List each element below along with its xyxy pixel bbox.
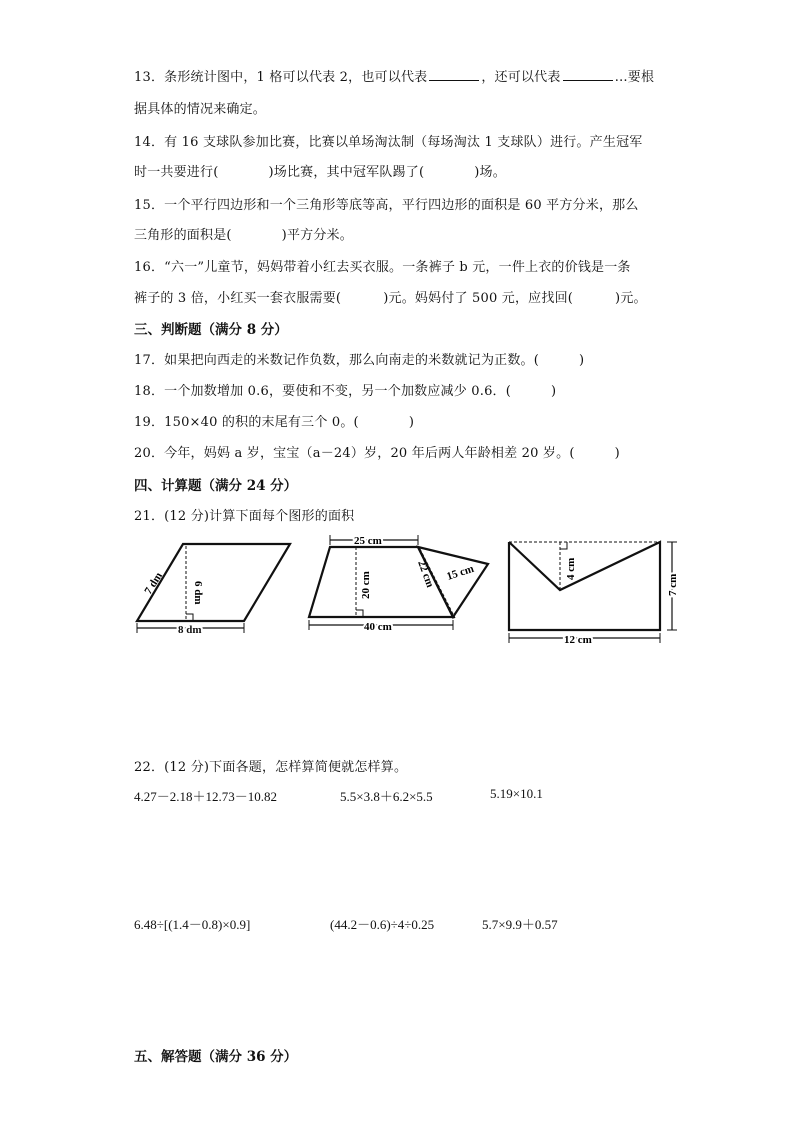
q22-expr-5: (44.2－0.6)÷4÷0.25 <box>330 917 435 932</box>
q18: 18．一个加数增加 0.6，要使和不变，另一个加数应减少 0.6．( ) <box>134 384 557 399</box>
q15-line2: 三角形的面积是( )平方分米。 <box>134 228 353 243</box>
q13-line1: 13．条形统计图中，1 格可以代表 2，也可以代表 ，还可以代表 …要根 <box>134 70 655 85</box>
q21-figure-rectangle <box>504 530 694 648</box>
trapezoid-top-label: 25 cm <box>354 535 382 547</box>
section3-heading: 三、判断题（满分 8 分） <box>134 322 288 338</box>
trapezoid-height-label: 20 cm <box>360 571 372 599</box>
q22-expr-6: 5.7×9.9＋0.57 <box>482 917 558 932</box>
section4-heading: 四、计算题（满分 24 分） <box>134 478 298 494</box>
rectangle-shape <box>509 542 660 630</box>
parallelogram-height-label: 6 dm <box>192 581 204 605</box>
q22-expr-2: 5.5×3.8＋6.2×5.5 <box>340 789 433 804</box>
parallelogram-base-label: 8 dm <box>178 624 202 636</box>
q21-figure-parallelogram <box>128 533 296 637</box>
trapezoid-bottom-label: 40 cm <box>364 621 392 633</box>
section5-heading: 五、解答题（满分 36 分） <box>134 1049 298 1065</box>
triangle-other-side-label: 15 cm <box>445 562 476 583</box>
rectangle-height-label: 7 cm <box>667 573 679 596</box>
right-angle-mark <box>560 542 567 549</box>
rectangle-width-label: 12 cm <box>564 634 592 646</box>
parallelogram-side-label: 7 dm <box>142 570 166 597</box>
q19: 19．150×40 的积的末尾有三个 0。( ) <box>134 415 415 430</box>
q16-line2: 裤子的 3 倍，小红买一套衣服需要( )元。妈妈付了 500 元，应找回( )元。 <box>134 291 647 306</box>
q13-line2: 据具体的情况来确定。 <box>134 102 267 117</box>
q22-expr-4: 6.48÷[(1.4－0.8)×0.9] <box>134 917 251 932</box>
q22-expr-3: 5.19×10.1 <box>490 786 543 801</box>
q16-line1: 16．“六一”儿童节，妈妈带着小红去买衣服。一条裤子 b 元，一件上衣的价钱是一条 <box>134 260 631 275</box>
q14-line2: 时一共要进行( )场比赛，其中冠军队踢了( )场。 <box>134 165 506 180</box>
q21-figure-trapezoid <box>300 530 496 636</box>
q21-title: 21．(12 分)计算下面每个图形的面积 <box>134 509 355 524</box>
q17: 17．如果把向西走的米数记作负数，那么向南走的米数就记为正数。( ) <box>134 353 585 368</box>
q22-title: 22．(12 分)下面各题，怎样算简便就怎样算。 <box>134 760 408 775</box>
triangle-side-label: 22 cm <box>415 558 436 590</box>
q13-blank-1[interactable] <box>429 68 479 81</box>
q22-expr-1: 4.27－2.18＋12.73－10.82 <box>134 789 278 804</box>
q20: 20．今年，妈妈 a 岁，宝宝（a－24）岁，20 年后两人年龄相差 20 岁。( ) <box>134 446 620 461</box>
v-depth-label: 4 cm <box>565 557 577 580</box>
q15-line1: 15．一个平行四边形和一个三角形等底等高，平行四边形的面积是 60 平方分米，那么 <box>134 198 639 213</box>
q13-blank-2[interactable] <box>563 68 613 81</box>
q14-line1: 14．有 16 支球队参加比赛，比赛以单场淘汰制（每场淘汰 1 支球队）进行。产生冠军 <box>134 135 643 150</box>
